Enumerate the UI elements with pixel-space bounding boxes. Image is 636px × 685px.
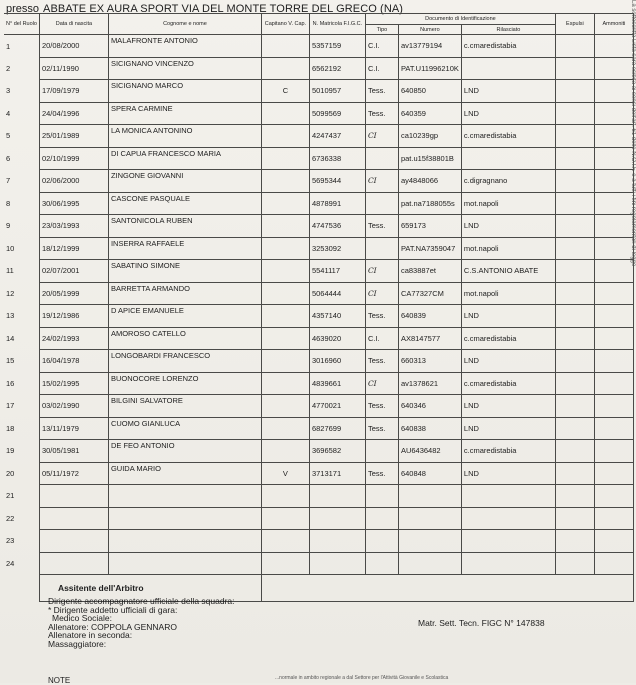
table-row — [4, 215, 633, 238]
espulsi-cell — [555, 237, 594, 260]
espulsi-cell — [555, 462, 594, 485]
doc-issuer-cell: mot.napoli — [461, 282, 555, 305]
allenatore-seconda-line: Allenatore in seconda: — [48, 630, 133, 641]
name-cell — [108, 530, 261, 553]
captain-cell — [261, 170, 309, 193]
doc-number-cell: 640346 — [398, 395, 461, 418]
birth-cell: 25/01/1989 — [39, 125, 108, 148]
birth-cell: 23/03/1993 — [39, 215, 108, 238]
massaggiatore-line: Massaggiatore: — [48, 638, 107, 649]
doc-number-cell: ca83887et — [398, 260, 461, 283]
matricola-cell: 5541117 — [309, 260, 365, 283]
matricola-cell: 4770021 — [309, 395, 365, 418]
matricola-cell: 4878991 — [309, 192, 365, 215]
doc-number-cell: 659173 — [398, 215, 461, 238]
row-number: 24 — [6, 558, 15, 568]
doc-type-cell: C.I. — [365, 57, 398, 80]
birth-cell: 19/12/1986 — [39, 305, 108, 328]
birth-cell: 30/05/1981 — [39, 440, 108, 463]
doc-number-cell: av1378621 — [398, 372, 461, 395]
name-cell: DE FEO ANTONIO — [108, 440, 261, 463]
espulsi-cell — [555, 35, 594, 58]
doc-issuer-cell: c.cmaredistabia — [461, 35, 555, 58]
col-tipo-header: Tipo — [365, 25, 398, 35]
birth-cell — [39, 507, 108, 530]
name-cell: BUONOCORE LORENZO — [108, 372, 261, 395]
doc-number-cell: 640848 — [398, 462, 461, 485]
doc-number-cell — [398, 485, 461, 508]
players-table — [4, 13, 634, 602]
doc-issuer-cell — [461, 147, 555, 170]
row-number: 22 — [6, 513, 15, 523]
doc-number-cell — [398, 530, 461, 553]
matricola-cell: 3696582 — [309, 440, 365, 463]
name-cell: SABATINO SIMONE — [108, 260, 261, 283]
captain-cell: V — [261, 462, 309, 485]
birth-cell: 02/10/1999 — [39, 147, 108, 170]
row-number: 10 — [6, 243, 15, 253]
doc-issuer-cell: LND — [461, 417, 555, 440]
espulsi-cell — [555, 305, 594, 328]
doc-type-cell — [365, 440, 398, 463]
doc-type-cell: Tess. — [365, 417, 398, 440]
birth-cell — [39, 530, 108, 553]
captain-cell — [261, 372, 309, 395]
table-row — [4, 327, 633, 350]
doc-issuer-cell: c.cmaredistabia — [461, 372, 555, 395]
birth-cell: 02/06/2000 — [39, 170, 108, 193]
doc-type-cell — [365, 530, 398, 553]
doc-type-cell: Tess. — [365, 350, 398, 373]
matricola-cell: 3713171 — [309, 462, 365, 485]
birth-cell: 13/11/1979 — [39, 417, 108, 440]
table-row — [4, 282, 633, 305]
table-row — [4, 170, 633, 193]
table-row — [4, 57, 633, 80]
row-number: 6 — [6, 153, 11, 163]
row-number: 1 — [6, 41, 11, 51]
doc-type-cell: Tess. — [365, 80, 398, 103]
table-row — [4, 147, 633, 170]
doc-number-cell: 640850 — [398, 80, 461, 103]
doc-number-cell: av13779194 — [398, 35, 461, 58]
doc-issuer-cell: mot.napoli — [461, 237, 555, 260]
captain-cell — [261, 530, 309, 553]
doc-issuer-cell — [461, 507, 555, 530]
dirigente-line: Dirigente accompagnatore ufficiale della squadra: — [48, 596, 235, 606]
doc-issuer-cell: LND — [461, 102, 555, 125]
doc-issuer-cell: c.cmaredistabia — [461, 327, 555, 350]
matricola-cell: 6736338 — [309, 147, 365, 170]
col-espulsi-header: Espulsi — [555, 14, 594, 35]
doc-number-cell: PAT.NA7359047 — [398, 237, 461, 260]
espulsi-cell — [555, 395, 594, 418]
matricola-cell: 5695344 — [309, 170, 365, 193]
captain-cell — [261, 102, 309, 125]
table-row — [4, 485, 633, 508]
col-ammoniti-header: Ammoniti — [594, 14, 633, 35]
espulsi-cell — [555, 552, 594, 575]
matricola-cell — [309, 485, 365, 508]
matricola-cell: 3016960 — [309, 350, 365, 373]
matricola-cell: 4247437 — [309, 125, 365, 148]
espulsi-cell — [555, 530, 594, 553]
table-row — [4, 192, 633, 215]
row-number: 7 — [6, 176, 11, 186]
doc-type-cell — [365, 192, 398, 215]
espulsi-cell — [555, 215, 594, 238]
name-cell: SANTONICOLA RUBEN — [108, 215, 261, 238]
doc-type-cell: Tess. — [365, 102, 398, 125]
table-row — [4, 305, 633, 328]
birth-cell: 20/08/2000 — [39, 35, 108, 58]
row-number: 12 — [6, 288, 15, 298]
espulsi-cell — [555, 282, 594, 305]
birth-cell: 02/11/1990 — [39, 57, 108, 80]
espulsi-cell — [555, 147, 594, 170]
doc-type-cell: C.I. — [365, 327, 398, 350]
matricola-cell: 6827699 — [309, 417, 365, 440]
row-number: 23 — [6, 536, 15, 546]
captain-cell — [261, 417, 309, 440]
doc-type-cell: CI — [365, 282, 398, 305]
col-matricola-header: N. Matricola F.I.G.C. — [309, 14, 365, 35]
row-number: 9 — [6, 221, 11, 231]
table-row — [4, 80, 633, 103]
table-row — [4, 507, 633, 530]
matricola-cell: 5010957 — [309, 80, 365, 103]
doc-type-cell — [365, 237, 398, 260]
doc-number-cell — [398, 507, 461, 530]
doc-issuer-cell: LND — [461, 462, 555, 485]
col-birth-header: Data di nascita — [39, 14, 108, 35]
table-row — [4, 440, 633, 463]
name-cell — [108, 552, 261, 575]
row-number: 18 — [6, 423, 15, 433]
birth-cell: 03/02/1990 — [39, 395, 108, 418]
name-cell: CASCONE PASQUALE — [108, 192, 261, 215]
doc-type-cell: Tess. — [365, 305, 398, 328]
doc-issuer-cell: C.S.ANTONIO ABATE — [461, 260, 555, 283]
captain-cell — [261, 57, 309, 80]
table-row — [4, 417, 633, 440]
name-cell: SICIGNANO VINCENZO — [108, 57, 261, 80]
matricola-cell: 5064444 — [309, 282, 365, 305]
doc-number-cell: 640839 — [398, 305, 461, 328]
captain-cell — [261, 237, 309, 260]
captain-cell — [261, 147, 309, 170]
captain-cell — [261, 395, 309, 418]
col-document-header: Documento di Identificazione — [365, 14, 555, 25]
name-cell: MALAFRONTE ANTONIO — [108, 35, 261, 58]
matricola-cell — [309, 530, 365, 553]
espulsi-cell — [555, 372, 594, 395]
matricola-cell: 4357140 — [309, 305, 365, 328]
table-row — [4, 530, 633, 553]
captain-cell — [261, 282, 309, 305]
col-name-header: Cognome e nome — [108, 14, 261, 35]
table-row — [4, 237, 633, 260]
doc-issuer-cell — [461, 552, 555, 575]
birth-cell: 02/07/2001 — [39, 260, 108, 283]
birth-cell: 24/02/1993 — [39, 327, 108, 350]
birth-cell: 30/06/1995 — [39, 192, 108, 215]
name-cell: SICIGNANO MARCO — [108, 80, 261, 103]
espulsi-cell — [555, 440, 594, 463]
doc-issuer-cell — [461, 485, 555, 508]
captain-cell — [261, 125, 309, 148]
birth-cell: 15/02/1995 — [39, 372, 108, 395]
doc-issuer-cell: mot.napoli — [461, 192, 555, 215]
table-row — [4, 350, 633, 373]
table-row — [4, 35, 633, 58]
espulsi-cell — [555, 485, 594, 508]
espulsi-cell — [555, 327, 594, 350]
doc-number-cell: CA77327CM — [398, 282, 461, 305]
captain-cell — [261, 327, 309, 350]
table-row — [4, 395, 633, 418]
row-number: 15 — [6, 356, 15, 366]
espulsi-cell — [555, 507, 594, 530]
espulsi-cell — [555, 80, 594, 103]
matricola-cell: 5357159 — [309, 35, 365, 58]
assistant-referee-label: Assitente dell'Arbitro — [39, 575, 261, 602]
table-row — [4, 372, 633, 395]
name-cell: SPERA CARMINE — [108, 102, 261, 125]
birth-cell: 05/11/1972 — [39, 462, 108, 485]
col-numero-header: Numero — [398, 25, 461, 35]
doc-issuer-cell — [461, 530, 555, 553]
matricola-cell: 5099569 — [309, 102, 365, 125]
doc-number-cell: 640359 — [398, 102, 461, 125]
table-row — [4, 552, 633, 575]
birth-cell: 24/04/1996 — [39, 102, 108, 125]
espulsi-cell — [555, 192, 594, 215]
doc-type-cell: CI — [365, 170, 398, 193]
matricola-cell — [309, 552, 365, 575]
doc-number-cell: 660313 — [398, 350, 461, 373]
birth-cell: 18/12/1999 — [39, 237, 108, 260]
doc-type-cell — [365, 552, 398, 575]
row-number: 19 — [6, 446, 15, 456]
doc-type-cell: Tess. — [365, 215, 398, 238]
doc-type-cell: C.I. — [365, 35, 398, 58]
matricola-cell: 3253092 — [309, 237, 365, 260]
doc-type-cell: CI — [365, 125, 398, 148]
matricola-cell — [309, 507, 365, 530]
name-cell — [108, 485, 261, 508]
doc-issuer-cell — [461, 57, 555, 80]
name-cell: AMOROSO CATELLO — [108, 327, 261, 350]
espulsi-cell — [555, 125, 594, 148]
doc-issuer-cell: LND — [461, 395, 555, 418]
name-cell: BILGINI SALVATORE — [108, 395, 261, 418]
doc-type-cell — [365, 485, 398, 508]
matricola-cell: 6562192 — [309, 57, 365, 80]
doc-type-cell — [365, 147, 398, 170]
staff-section — [48, 597, 235, 649]
name-cell: ZINGONE GIOVANNI — [108, 170, 261, 193]
row-number: 3 — [6, 86, 11, 96]
doc-number-cell: ay4848066 — [398, 170, 461, 193]
doc-number-cell: AX8147577 — [398, 327, 461, 350]
espulsi-cell — [555, 170, 594, 193]
name-cell: GUIDA MARIO — [108, 462, 261, 485]
doc-issuer-cell: c.cmaredistabia — [461, 125, 555, 148]
name-cell: BARRETTA ARMANDO — [108, 282, 261, 305]
table-row — [4, 260, 633, 283]
row-number: 8 — [6, 198, 11, 208]
captain-cell — [261, 552, 309, 575]
row-number: 11 — [6, 266, 14, 276]
espulsi-cell — [555, 102, 594, 125]
birth-cell — [39, 485, 108, 508]
doc-issuer-cell: LND — [461, 350, 555, 373]
matricola-cell: 4747536 — [309, 215, 365, 238]
row-number: 21 — [6, 491, 15, 501]
captain-cell — [261, 192, 309, 215]
note-label: NOTE — [48, 676, 71, 685]
espulsi-cell — [555, 350, 594, 373]
doc-number-cell: AU6436482 — [398, 440, 461, 463]
row-number: 4 — [6, 108, 11, 118]
captain-cell — [261, 440, 309, 463]
allenatore-line: Allenatore: COPPOLA GENNARO — [48, 621, 177, 632]
name-cell: LA MONICA ANTONINO — [108, 125, 261, 148]
doc-issuer-cell: c.digragnano — [461, 170, 555, 193]
captain-cell — [261, 305, 309, 328]
col-captain-header: Capitano V. Cap. — [261, 14, 309, 35]
doc-issuer-cell: LND — [461, 215, 555, 238]
assistant-referee-field — [261, 575, 633, 602]
row-number: 5 — [6, 131, 11, 141]
row-number: 13 — [6, 311, 15, 321]
doc-number-cell: 640838 — [398, 417, 461, 440]
doc-number-cell: pat.u15f38801B — [398, 147, 461, 170]
captain-cell: C — [261, 80, 309, 103]
captain-cell — [261, 260, 309, 283]
addetto-line: * Dirigente addetto ufficiali di gara: — [48, 604, 178, 615]
row-number: 2 — [6, 63, 11, 73]
table-row — [4, 102, 633, 125]
espulsi-cell — [555, 57, 594, 80]
doc-number-cell: pat.na7188055s — [398, 192, 461, 215]
doc-type-cell — [365, 507, 398, 530]
side-note: La sottoscritta Lista sarà esibita ai sensi dell'art. 61 delle N.O.I.F. e a tutti i fini regolamentari di legge — [630, 0, 636, 267]
name-cell — [108, 507, 261, 530]
birth-cell: 17/09/1979 — [39, 80, 108, 103]
coach-matricola: Matr. Sett. Tecn. FIGC N° 147838 — [418, 618, 545, 628]
name-cell: INSERRA RAFFAELE — [108, 237, 261, 260]
birth-cell: 20/05/1999 — [39, 282, 108, 305]
name-cell: DI CAPUA FRANCESCO MARIA — [108, 147, 261, 170]
presso-label: presso — [6, 3, 40, 15]
matricola-cell: 4839661 — [309, 372, 365, 395]
row-number: 20 — [6, 468, 15, 478]
row-number: 14 — [6, 333, 15, 343]
doc-issuer-cell: c.cmaredistabia — [461, 440, 555, 463]
captain-cell — [261, 35, 309, 58]
doc-number-cell: ca10239gp — [398, 125, 461, 148]
row-number: 16 — [6, 378, 15, 388]
captain-cell — [261, 485, 309, 508]
captain-cell — [261, 507, 309, 530]
doc-type-cell: Tess. — [365, 395, 398, 418]
name-cell: D APICE EMANUELE — [108, 305, 261, 328]
doc-number-cell — [398, 552, 461, 575]
birth-cell — [39, 552, 108, 575]
doc-issuer-cell: LND — [461, 80, 555, 103]
espulsi-cell — [555, 417, 594, 440]
table-row — [4, 125, 633, 148]
espulsi-cell — [555, 260, 594, 283]
note-small-text: ...normale in ambito regionale a dal Settore per l'Attività Giovanile e Scolastica — [275, 675, 449, 681]
captain-cell — [261, 215, 309, 238]
doc-type-cell: CI — [365, 372, 398, 395]
col-rilasciato-header: Rilasciato — [461, 25, 555, 35]
venue-name: ABBATE EX AURA SPORT VIA DEL MONTE TORRE DEL GRECO (NA) — [43, 3, 404, 15]
name-cell: LONGOBARDI FRANCESCO — [108, 350, 261, 373]
table-row — [4, 462, 633, 485]
matricola-cell: 4639020 — [309, 327, 365, 350]
doc-type-cell: CI — [365, 260, 398, 283]
captain-cell — [261, 350, 309, 373]
birth-cell: 16/04/1978 — [39, 350, 108, 373]
doc-number-cell: PAT.U11996210K — [398, 57, 461, 80]
name-cell: CUOMO GIANLUCA — [108, 417, 261, 440]
medico-line: Medico Sociale: — [52, 613, 113, 624]
doc-issuer-cell: LND — [461, 305, 555, 328]
col-num-header: N° del Ruolo — [4, 14, 39, 35]
doc-type-cell: Tess. — [365, 462, 398, 485]
row-number: 17 — [6, 401, 15, 411]
